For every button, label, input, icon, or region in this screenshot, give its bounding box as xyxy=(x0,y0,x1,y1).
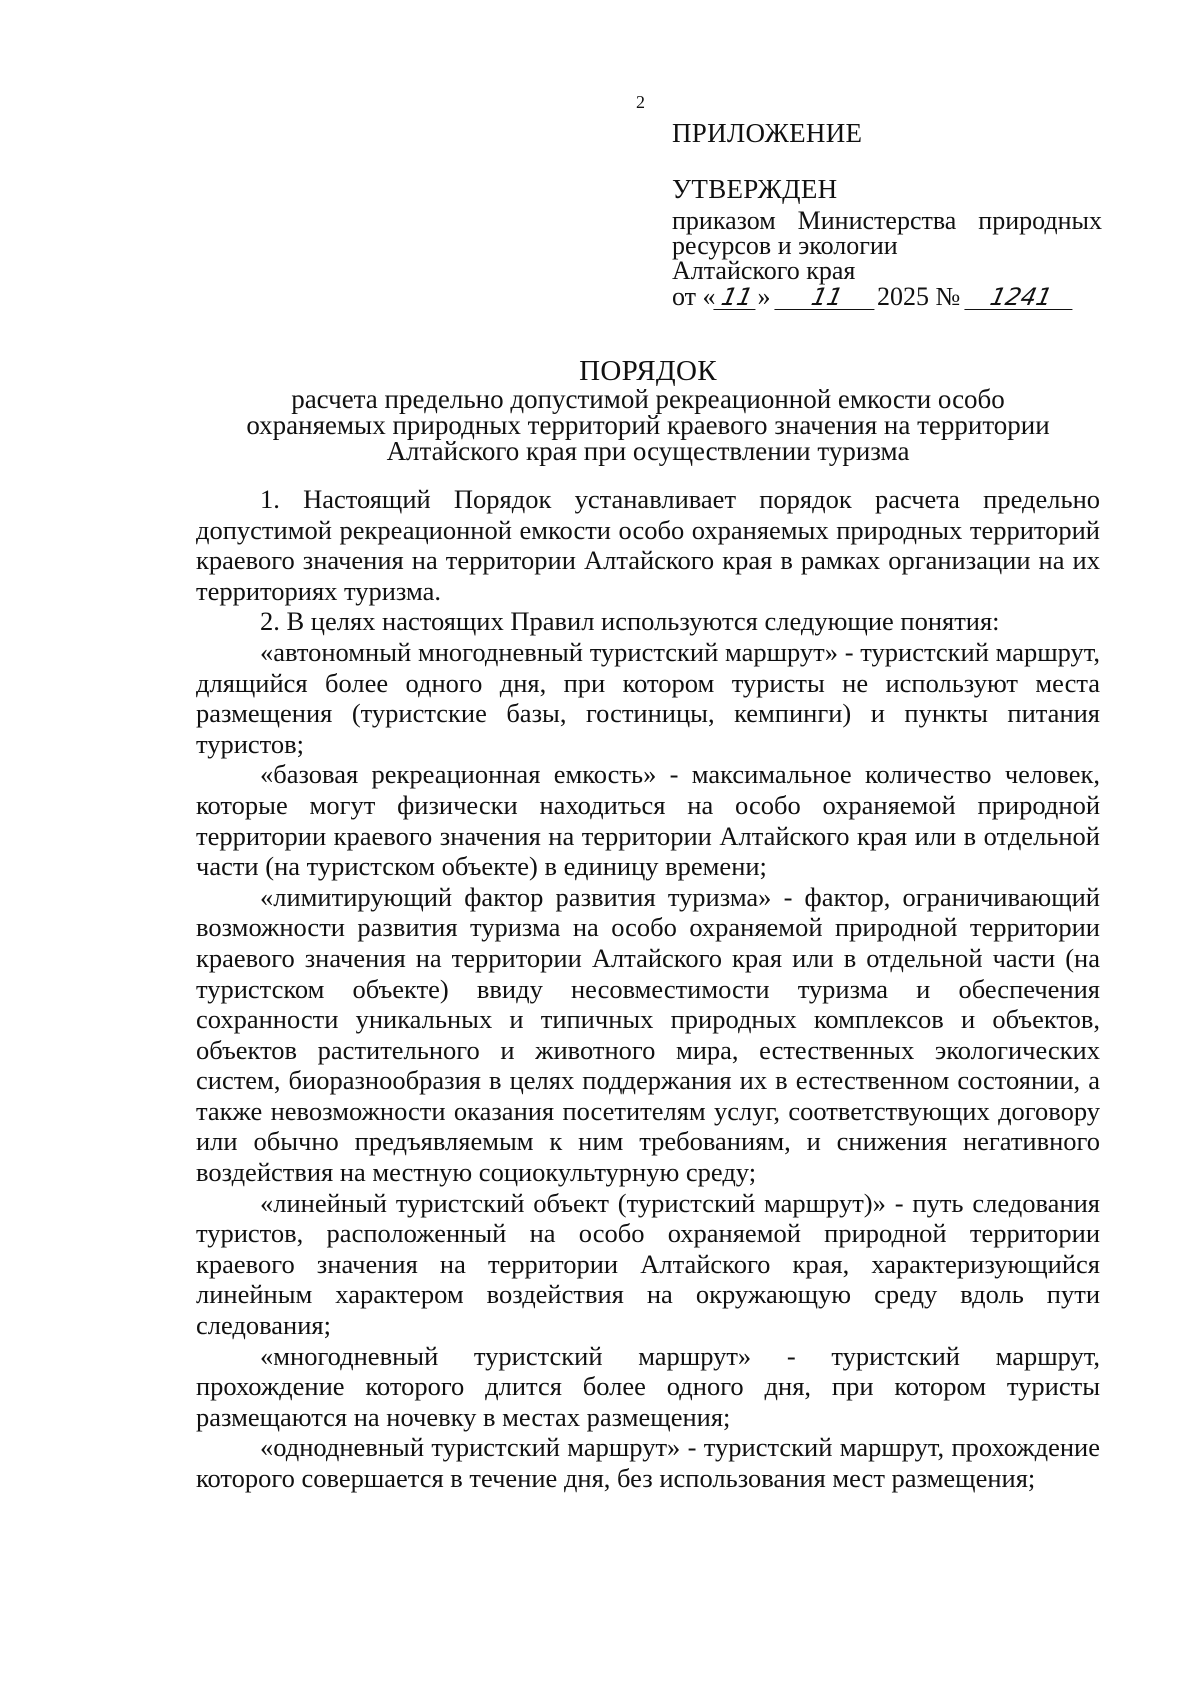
definition-linear-object: «линейный туристский объект (туристский маршрут)» - путь следования туристов, расположенный на особо охраняемой природной территории краевого значения на территории Алтайского края, характеризующийся линейным характером воздействия на окружающую среду вдоль пути следования; xyxy=(196,1187,1100,1341)
date-separator: » xyxy=(757,282,771,311)
title-line-1: расчета предельно допустимой рекреационной емкости особо xyxy=(291,384,1005,414)
approval-block xyxy=(672,118,1102,310)
approved-heading: УТВЕРЖДЕН xyxy=(672,174,838,204)
title-line-2: охраняемых природных территорий краевого значения на территории xyxy=(246,410,1050,440)
issuer-line-2: ресурсов и экологии xyxy=(672,231,898,260)
definition-autonomous-route: «автономный многодневный туристский маршрут» - туристский маршрут, длящийся более одного дня, при котором туристы не используют места размещения (туристские базы, гостиницы, кемпинги) и пункты питания туристов; xyxy=(196,636,1100,759)
issuer-line-3: Алтайского края xyxy=(672,256,856,285)
title-main: ПОРЯДОК xyxy=(579,355,717,387)
document-body xyxy=(196,484,1100,1494)
definition-multiday-route: «многодневный туристский маршрут» - туристский маршрут, прохождение которого длится более одного дня, при котором туристы размещаются на ночевку в местах размещения; xyxy=(196,1340,1100,1432)
order-date-line xyxy=(672,284,1102,310)
date-year: 2025 № xyxy=(877,282,961,311)
page-number: 2 xyxy=(636,92,645,112)
paragraph-1: 1. Настоящий Порядок устанавливает порядок расчета предельно допустимой рекреационной емкости особо охраняемых природных территорий краевого значения на территории Алтайского края в рамках организации на их территориях туризма. xyxy=(196,484,1100,606)
document-title xyxy=(196,356,1100,464)
handwritten-day: 11 xyxy=(713,285,760,310)
paragraph-2: 2. В целях настоящих Правил используются следующие понятия: xyxy=(260,606,1000,637)
issuer-line-1: приказом Министерства природных xyxy=(672,206,1102,235)
definition-limiting-factor: «лимитирующий фактор развития туризма» - фактор, ограничивающий возможности развития туризма на особо охраняемой природной территории краевого значения на территории Алтайского края или в отдельной части (на туристском объекте) ввиду несовместимости туризма и обеспечения сохранности уникальных и типичных природных комплексов и объектов, объектов растительного и животного мира, естественных экологических систем, биоразнообразия в целях поддержания их в естественном состоянии, а также невозможности оказания посетителям услуг, соответствующих договору или обычно предъявляемым к ним требованиям, и снижения негативного воздействия на местную социокультурную среду; xyxy=(196,881,1100,1188)
handwritten-order-number: 1241 xyxy=(964,285,1077,310)
definition-oneday-route: «однодневный туристский маршрут» - туристский маршрут, прохождение которого совершается в течение дня, без использования мест размещения; xyxy=(196,1432,1100,1493)
title-line-3: Алтайского края при осуществлении туризма xyxy=(386,436,910,466)
annex-heading: ПРИЛОЖЕНИЕ xyxy=(672,118,863,148)
handwritten-month: 11 xyxy=(774,285,879,310)
date-prefix: от « xyxy=(672,282,716,311)
definition-base-capacity: «базовая рекреационная емкость» - максимальное количество человек, которые могут физически находиться на особо охраняемой природной территории краевого значения на территории Алтайского края или в отдельной части (на туристском объекте) в единицу времени; xyxy=(196,759,1100,882)
